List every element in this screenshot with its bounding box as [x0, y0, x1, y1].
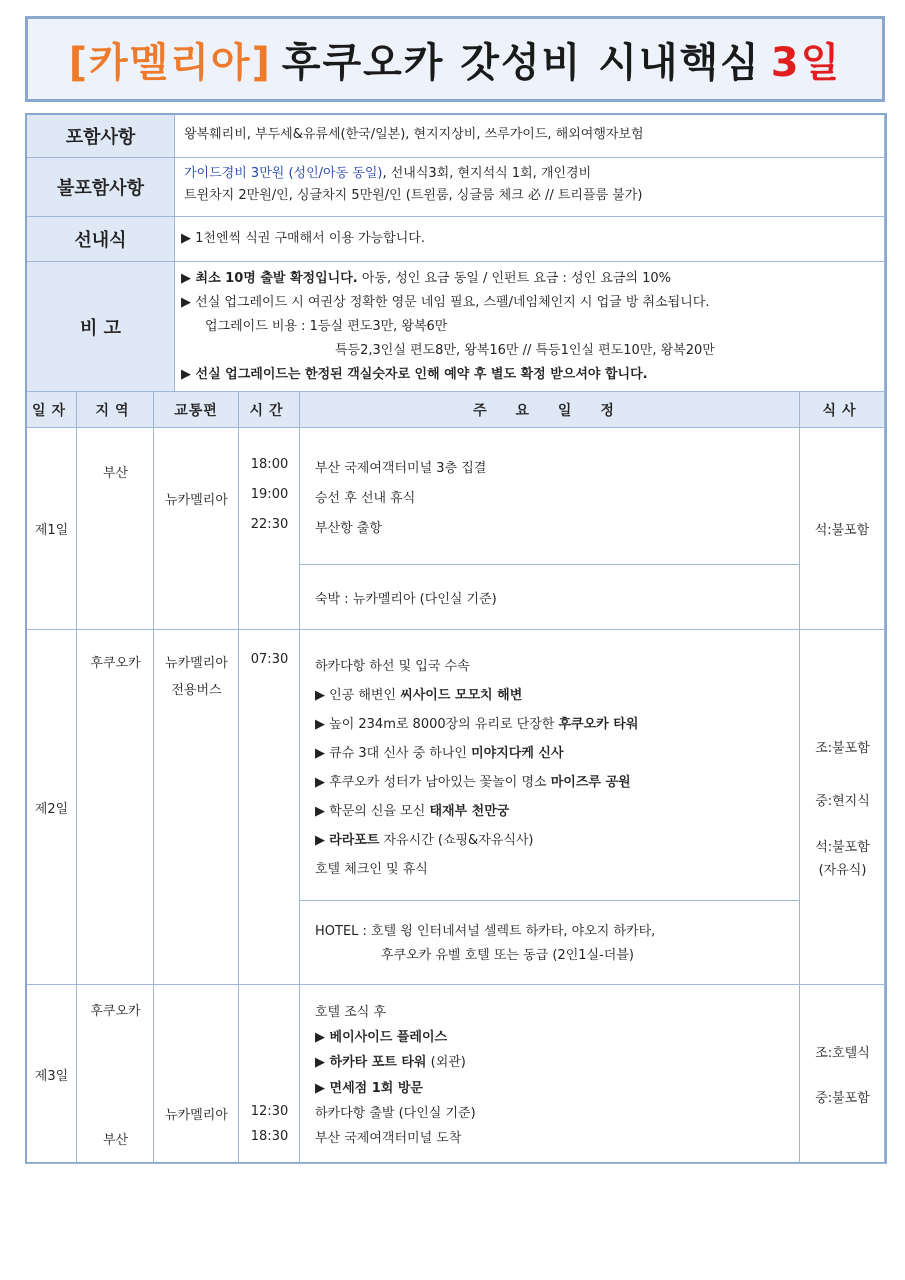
- note-label: 비 고: [27, 262, 175, 392]
- day1-region: 부산: [102, 466, 129, 481]
- header-time: 시간: [239, 392, 300, 428]
- day3-region-2: 부산: [102, 1133, 129, 1148]
- note-text: [175, 262, 885, 392]
- day3-schedule-cell: [300, 985, 800, 1164]
- day3-meal-2: 중:불포함: [815, 1091, 870, 1106]
- title-brand: [카멜리아]: [68, 39, 272, 86]
- day2-hotel-2: 후쿠오카 유벨 호텔 또는 동급 (2인1실-더블): [381, 948, 634, 963]
- day2-schedule-cell: [300, 630, 800, 901]
- day3-time-cell: [239, 985, 300, 1164]
- day2-transport-cell: [154, 630, 239, 985]
- day3-region-cell: [77, 985, 154, 1164]
- day2-meal-2: 중:현지식: [815, 794, 870, 809]
- meal-onboard-label: 선내식: [27, 217, 175, 262]
- day2-meal-cell: [800, 630, 885, 985]
- day1-time-3: 22:30: [250, 517, 289, 532]
- page-title: [25, 16, 885, 102]
- day2-item-1: 하카다항 하선 및 입국 수속: [315, 659, 470, 674]
- day2-item-7: ▶ 라라포트 자유시간 (쇼핑&자유식사): [315, 833, 534, 848]
- day2-hotel-cell: [300, 901, 800, 985]
- day2-time-cell: [239, 630, 300, 985]
- header-region: 지역: [77, 392, 154, 428]
- excluded-line2: 트윈차지 2만원/인, 싱글차지 5만원/인 (트윈룸, 싱글룸 체크 必 // 트리플룸 불가): [184, 188, 643, 203]
- excluded-text: [175, 158, 885, 217]
- title-main: 후쿠오카 갓성비 시내핵심: [281, 39, 761, 86]
- day3-item-1: 호텔 조식 후: [315, 1005, 387, 1020]
- day2-item-2: ▶ 인공 해변인 씨사이드 모모치 해변: [315, 688, 523, 703]
- note-line4: 특등2,3인실 편도8만, 왕복16만 // 특등1인실 편도10만, 왕복20만: [335, 343, 715, 358]
- day2-label: 제2일: [27, 630, 77, 985]
- day1-hotel-cell: [300, 565, 800, 630]
- day1-label: 제1일: [27, 428, 77, 630]
- day2-time: 07:30: [250, 652, 289, 667]
- note-line5: ▶ 선실 업그레이드는 한정된 객실숫자로 인해 예약 후 별도 확정 받으셔야 합니다.: [181, 367, 648, 382]
- day2-transport-1: 뉴카멜리아: [165, 656, 228, 671]
- note-line2: ▶ 선실 업그레이드 시 여권상 정확한 영문 네임 필요, 스펠/네임체인지 시 업글 방 취소됩니다.: [181, 295, 710, 310]
- day3-item-4: ▶ 면세점 1회 방문: [315, 1081, 423, 1096]
- day3-meal-1: 조:호텔식: [815, 1046, 870, 1061]
- day3-region-1: 후쿠오카: [90, 1004, 141, 1019]
- day1-region-cell: [77, 428, 154, 630]
- day2-item-3: ▶ 높이 234m로 8000장의 유리로 단장한 후쿠오카 타워: [315, 717, 639, 732]
- day2-item-6: ▶ 학문의 신을 모신 태재부 천만궁: [315, 804, 510, 819]
- day3-label: 제3일: [27, 985, 77, 1164]
- meal-onboard-text: ▶ 1천엔씩 식권 구매해서 이용 가능합니다.: [175, 217, 885, 262]
- day1-meal: 석:불포함: [800, 428, 885, 630]
- header-schedule: 주 요 일 정: [300, 392, 800, 428]
- day3-time-2: 18:30: [250, 1129, 289, 1144]
- day1-schedule-cell: [300, 428, 800, 565]
- day1-item-2: 승선 후 선내 휴식: [315, 491, 416, 506]
- header-meal: 식사: [800, 392, 885, 428]
- header-transport: 교통편: [154, 392, 239, 428]
- day2-item-8: 호텔 체크인 및 휴식: [315, 862, 428, 877]
- itinerary-sheet: [25, 113, 887, 1164]
- day1-item-3: 부산항 출항: [315, 521, 382, 536]
- day1-transport-cell: [154, 428, 239, 630]
- day1-hotel: 숙박 : 뉴카멜리아 (다인실 기준): [315, 592, 497, 607]
- note-line3: 업그레이드 비용 : 1등실 편도3만, 왕복6만: [205, 319, 448, 334]
- day3-transport: 뉴카멜리아: [165, 1108, 228, 1123]
- day2-region-cell: [77, 630, 154, 985]
- day3-item-5: 하카다항 출발 (다인실 기준): [315, 1106, 476, 1121]
- included-label: 포함사항: [27, 115, 175, 158]
- excluded-label: 불포함사항: [27, 158, 175, 217]
- excluded-guide-fee: 가이드경비 3만원 (성인/아동 동일): [184, 166, 383, 181]
- excluded-line1-rest: , 선내식3회, 현지석식 1회, 개인경비: [382, 166, 592, 181]
- title-days: 3일: [770, 39, 842, 86]
- day3-item-2: ▶ 베이사이드 플레이스: [315, 1030, 448, 1045]
- day1-item-1: 부산 국제여객터미널 3층 집결: [315, 461, 487, 476]
- day1-transport: 뉴카멜리아: [165, 493, 228, 508]
- day2-hotel-1: HOTEL : 호텔 윙 인터네셔널 셀렉트 하카타, 야오지 하카타,: [315, 924, 656, 939]
- day2-meal-1: 조:불포함: [815, 741, 870, 756]
- note-line1-rest: 아동, 성인 요금 동일 / 인펀트 요금 : 성인 요금의 10%: [357, 271, 672, 286]
- day3-time-1: 12:30: [250, 1104, 289, 1119]
- day3-meal-cell: [800, 985, 885, 1164]
- day2-item-4: ▶ 큐슈 3대 신사 중 하나인 미야지다케 신사: [315, 746, 564, 761]
- day1-time-2: 19:00: [250, 487, 289, 502]
- day3-item-6: 부산 국제여객터미널 도착: [315, 1131, 462, 1146]
- header-day: 일자: [27, 392, 77, 428]
- day2-region: 후쿠오카: [90, 656, 141, 671]
- day3-item-3: ▶ 하카타 포트 타워 (외관): [315, 1055, 466, 1070]
- day1-time-cell: [239, 428, 300, 630]
- day3-transport-cell: [154, 985, 239, 1164]
- day2-transport-2: 전용버스: [171, 683, 222, 698]
- day2-item-5: ▶ 후쿠오카 성터가 남아있는 꽃놀이 명소 마이즈루 공원: [315, 775, 631, 790]
- day2-meal-3: 석:불포함: [815, 840, 870, 855]
- included-text: 왕복훼리비, 부두세&유류세(한국/일본), 현지지상비, 쓰루가이드, 해외여행자보험: [175, 115, 885, 158]
- day1-time-1: 18:00: [250, 457, 289, 472]
- note-line1-bold: ▶ 최소 10명 출발 확정입니다.: [181, 271, 358, 286]
- day2-meal-4: (자유식): [818, 863, 867, 878]
